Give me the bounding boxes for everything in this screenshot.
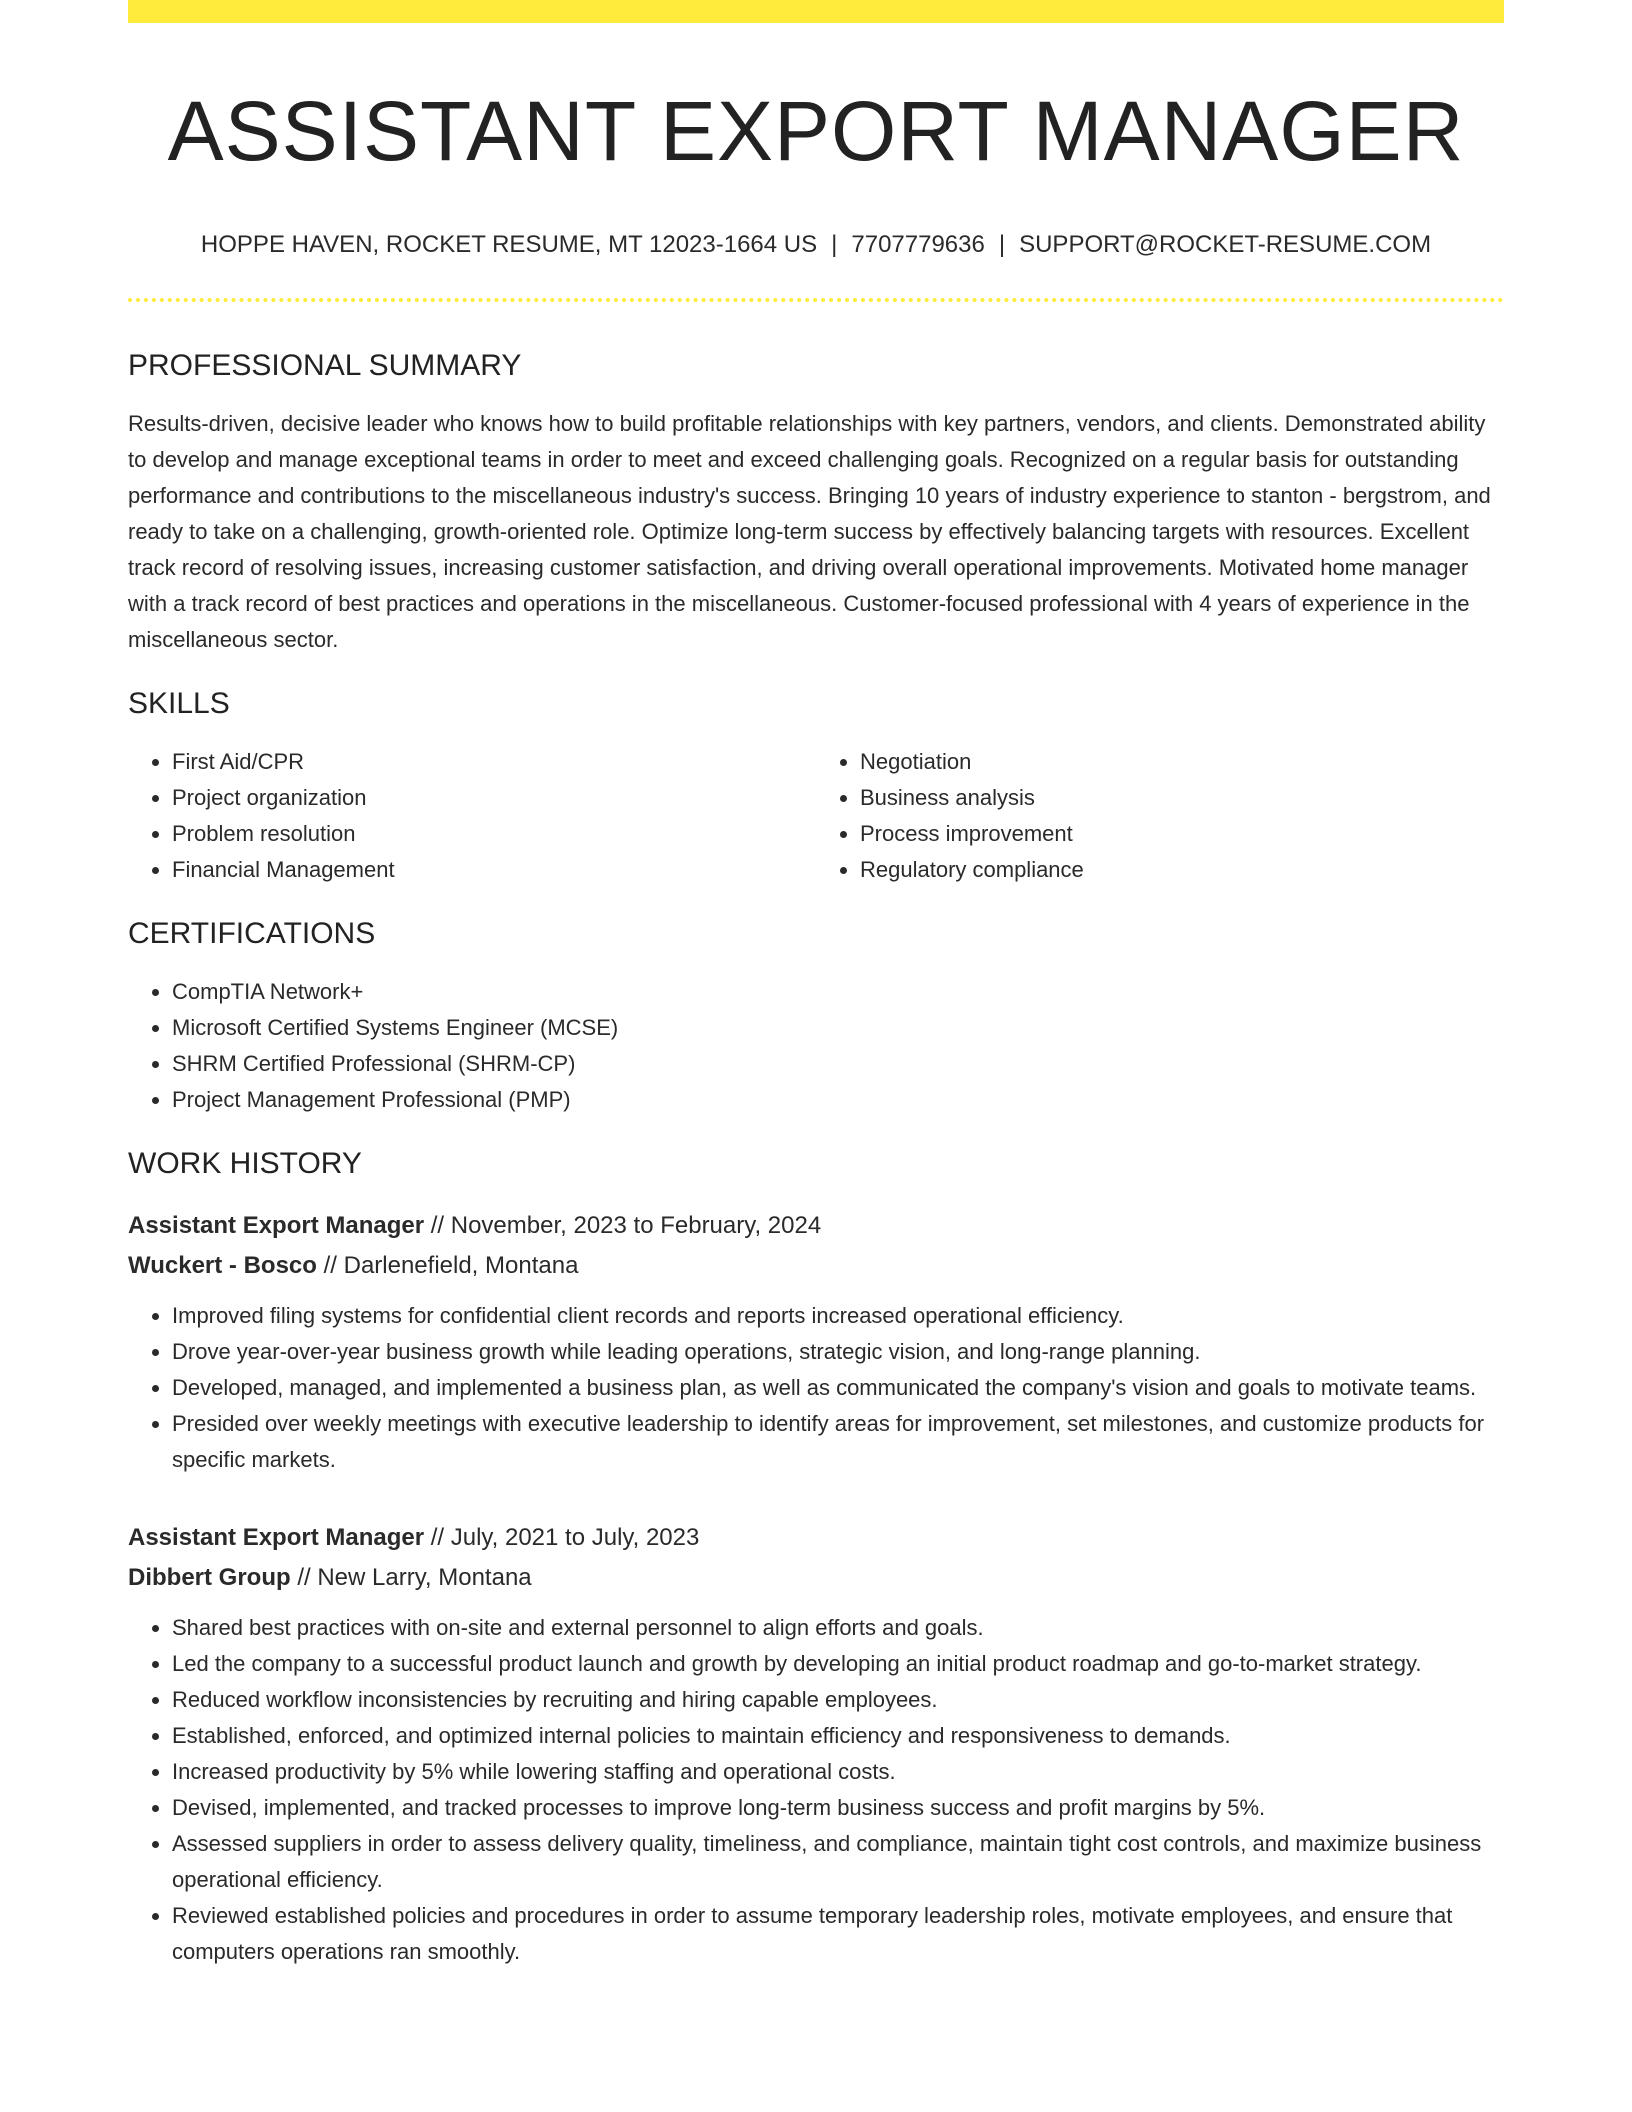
job-entry xyxy=(128,1518,1504,1970)
job-company: Dibbert Group xyxy=(128,1564,291,1592)
job-bullet: • Improved filing systems for confidential client records and reports increased operational efficiency. xyxy=(172,1298,1504,1334)
summary-heading: PROFESSIONAL SUMMARY xyxy=(128,349,522,383)
job-company: Wuckert - Bosco xyxy=(128,1252,317,1280)
job-bullet: • Drove year-over-year business growth while leading operations, strategic vision, and long-range planning. xyxy=(172,1334,1504,1370)
skill-item: • First Aid/CPR xyxy=(172,744,816,780)
job-bullet: • Established, enforced, and optimized internal policies to maintain efficiency and responsiveness to demands. xyxy=(172,1718,1504,1754)
contact-phone: 7707779636 xyxy=(851,231,985,259)
contact-separator: | xyxy=(998,231,1006,259)
skills-heading: SKILLS xyxy=(128,687,230,721)
resume-title: ASSISTANT EXPORT MANAGER xyxy=(167,84,1465,178)
job-role-line xyxy=(128,1206,1504,1246)
job-divider: // xyxy=(316,1252,344,1280)
contact-separator: | xyxy=(831,231,838,259)
job-dates: November, 2023 to February, 2024 xyxy=(450,1212,822,1240)
job-role: Assistant Export Manager xyxy=(128,1524,425,1552)
job-role: Assistant Export Manager xyxy=(128,1212,425,1240)
job-bullet: • Devised, implemented, and tracked processes to improve long-term business success and profit margins by 5%. xyxy=(172,1790,1504,1826)
certification-item: • SHRM Certified Professional (SHRM-CP) xyxy=(172,1046,1504,1082)
job-bullets xyxy=(128,1298,1504,1478)
certification-item: • Microsoft Certified Systems Engineer (MCSE) xyxy=(172,1010,1504,1046)
job-role-line xyxy=(128,1518,1504,1558)
job-bullet: • Presided over weekly meetings with executive leadership to identify areas for improvement, set milestones, and customize products for specific markets. xyxy=(172,1406,1504,1478)
certifications-heading: CERTIFICATIONS xyxy=(128,917,376,951)
contact-address: HOPPE HAVEN, ROCKET RESUME, MT 12023-1664 US xyxy=(200,231,818,259)
skill-item: • Financial Management xyxy=(172,852,816,888)
contact-email: SUPPORT@ROCKET-RESUME.COM xyxy=(1019,231,1432,259)
contact-line xyxy=(128,231,1504,260)
resume-page xyxy=(128,0,1504,1970)
job-bullets xyxy=(128,1610,1504,1970)
job-location: New Larry, Montana xyxy=(317,1564,532,1592)
skill-item: • Process improvement xyxy=(860,816,1504,852)
job-divider: // xyxy=(424,1212,451,1240)
certification-item: • CompTIA Network+ xyxy=(172,974,1504,1010)
summary-text: Results-driven, decisive leader who knows how to build profitable relationships with key partners, vendors, and clients. Demonstrated ability to develop and manage exceptional teams in order to meet and exceed challenging goals. Recognized on a regular basis for outstanding performance and contributions to the miscellaneous industry's success. Bringing 10 years of industry experience to stanton - bergstrom, and ready to take on a challenging, growth-oriented role. Optimize long-term success by effectively balancing targets with resources. Excellent track record of resolving issues, increasing customer satisfaction, and driving overall operational improvements. Motivated home manager with a track record of best practices and operations in the miscellaneous. Customer-focused professional with 4 years of experience in the miscellaneous sector. xyxy=(128,411,1491,653)
skill-item: • Negotiation xyxy=(860,744,1504,780)
skill-item: • Regulatory compliance xyxy=(860,852,1504,888)
job-bullet: • Assessed suppliers in order to assess delivery quality, timeliness, and compliance, maintain tight cost controls, and maximize business operational efficiency. xyxy=(172,1826,1504,1898)
certification-item: • Project Management Professional (PMP) xyxy=(172,1082,1504,1118)
skills-column-right xyxy=(816,744,1504,888)
job-divider: // xyxy=(424,1524,451,1552)
job-location: Darlenefield, Montana xyxy=(343,1252,579,1280)
job-bullet: • Developed, managed, and implemented a business plan, as well as communicated the company's vision and goals to motivate teams. xyxy=(172,1370,1504,1406)
job-entry xyxy=(128,1206,1504,1478)
job-company-line xyxy=(128,1246,1504,1286)
dotted-divider xyxy=(128,298,1504,302)
job-dates: July, 2021 to July, 2023 xyxy=(450,1524,700,1552)
work-history-heading: WORK HISTORY xyxy=(128,1147,362,1181)
skill-item: • Problem resolution xyxy=(172,816,816,852)
job-company-line xyxy=(128,1558,1504,1598)
accent-top-bar xyxy=(128,0,1504,23)
skill-item: • Project organization xyxy=(172,780,816,816)
certifications-list xyxy=(128,974,1504,1118)
job-bullet: • Increased productivity by 5% while lowering staffing and operational costs. xyxy=(172,1754,1504,1790)
job-bullet: • Reduced workflow inconsistencies by recruiting and hiring capable employees. xyxy=(172,1682,1504,1718)
skills-grid xyxy=(128,744,1504,888)
job-bullet: • Led the company to a successful product launch and growth by developing an initial product roadmap and go-to-market strategy. xyxy=(172,1646,1504,1682)
skills-column-left xyxy=(128,744,816,888)
job-bullet: • Reviewed established policies and procedures in order to assume temporary leadership roles, motivate employees, and ensure that computers operations ran smoothly. xyxy=(172,1898,1504,1970)
job-bullet: • Shared best practices with on-site and external personnel to align efforts and goals. xyxy=(172,1610,1504,1646)
job-divider: // xyxy=(290,1564,318,1592)
skill-item: • Business analysis xyxy=(860,780,1504,816)
